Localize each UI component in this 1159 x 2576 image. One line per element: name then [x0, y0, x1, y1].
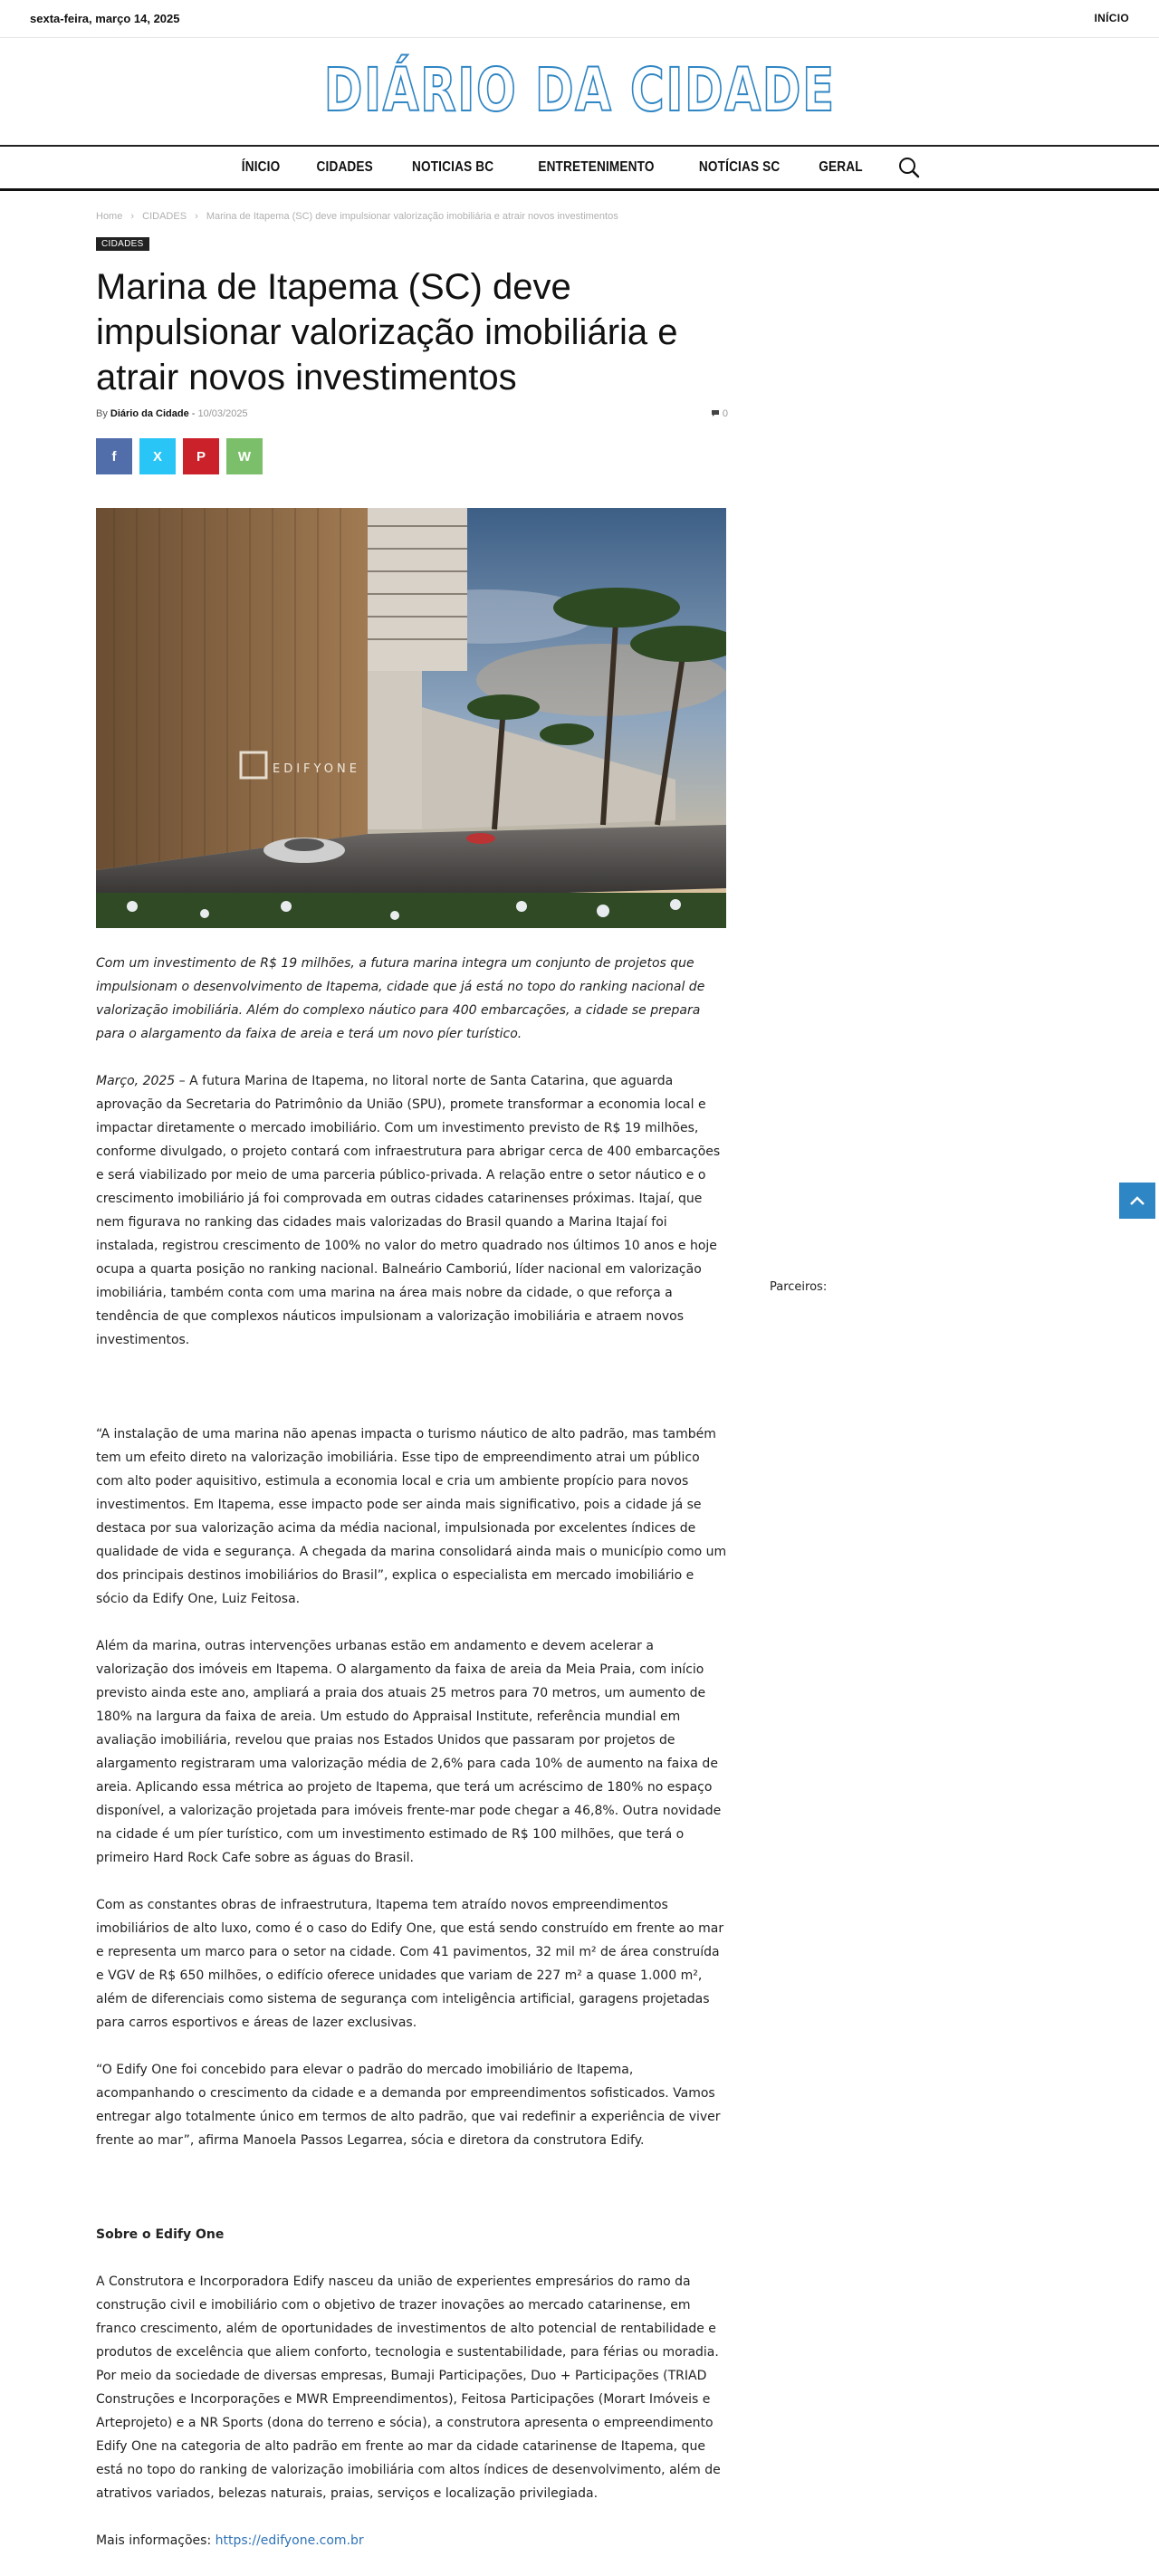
breadcrumb-current[interactable]: Marina de Itapema (SC) deve impulsionar valorização imobiliária e atrair novos investimentos [206, 211, 618, 222]
comments-link[interactable] [711, 408, 728, 419]
category-tag[interactable]: CIDADES [96, 237, 149, 251]
back-to-top-button[interactable] [1119, 1183, 1155, 1219]
pinterest-share-button[interactable] [183, 438, 219, 474]
nav-item-noticias-sc[interactable]: NOTÍCIAS SC [699, 159, 781, 175]
comments-count: 0 [722, 408, 728, 419]
nav-item-cidades[interactable]: CIDADES [316, 159, 373, 175]
article-paragraph: Com as constantes obras de infraestrutura, Itapema tem atraído novos empreendimentos imobiliários de alto luxo, como é o caso do Edify One, que está sendo construído em frente ao mar e representa um marco para o setor na cidade. Com 41 pavimentos, 32 mil m² de área construída e VGV de R$ 650 milhões, o edifício oferece unidades que variam de 227 m² a quase 1.000 m², além de diferenciais como sistema de segurança com inteligência artificial, garagens projetadas para carros esportivos e áreas de lazer exclusivas. [96, 1898, 724, 2030]
about-heading: Sobre o Edify One [96, 2227, 225, 2242]
meta-separator: - [191, 408, 196, 419]
pinterest-icon: P [196, 448, 206, 464]
article-paragraph [96, 1069, 728, 1352]
article-paragraph: “O Edify One foi concebido para elevar o padrão do mercado imobiliário de Itapema, acompanhando o crescimento da cidade e a demanda por empreendimentos sofisticados. Vamos entregar algo totalmente único em termos de alto padrão, que vai redefinir a experiência de viver frente ao mar”, afirma Manoela Passos Legarrea, sócia e diretora da construtora Edify. [96, 2063, 721, 2148]
more-info-label: Mais informações: [96, 2533, 216, 2548]
x-share-button[interactable] [139, 438, 176, 474]
breadcrumb [96, 211, 624, 222]
breadcrumb-separator: › [195, 211, 198, 222]
article-body [96, 952, 728, 2576]
facebook-share-button[interactable] [96, 438, 132, 474]
article-hero-image [96, 508, 726, 928]
article-paragraph-text: – A futura Marina de Itapema, no litoral norte de Santa Catarina, que aguarda aprovação da Secretaria do Patrimônio da União (SPU), promete transformar a economia local e impactar diretamente o mercado imobiliário. Com um investimento previsto de R$ 19 milhões, conforme divulgado, o projeto contará com infraestrutura para abrigar cerca de 400 embarcações e será viabilizado por meio de uma parceria público-privada. A relação entre o setor náutico e o crescimento imobiliário já foi comprovada em outras cidades catarinenses próximas. Itajaí, que nem figurava no ranking das cidades mais valorizadas do Brasil quando a Marina Itajaí foi instalada, registrou crescimento de 100% no valor do metro quadrado nos últimos 10 anos e hoje ocupa a quarta posição no ranking nacional. Balneário Camboriú, líder nacional em valorização imobiliária, também conta com uma marina na área mais nobre da cidade, o que reforça a tendência de que complexos náuticos impulsionam a valorização imobiliária e atraem novos investimentos. [96, 1074, 721, 1347]
nav-item-entretenimento[interactable]: ENTRETENIMENTO [538, 159, 655, 175]
article-lead: Com um investimento de R$ 19 milhões, a futura marina integra um conjunto de projetos que impulsionam o desenvolvimento de Itapema, cidade que já está no topo do ranking nacional de valorização imobiliária. Além do complexo náutico para 400 embarcações, a cidade se prepara para o alargamento da faixa de areia e terá um novo píer turístico. [96, 956, 705, 1041]
paragraph-spacer [96, 2176, 728, 2223]
paragraph-spacer [96, 1375, 728, 1422]
more-info [96, 2529, 728, 2552]
nav-item-geral[interactable]: GERAL [818, 159, 863, 175]
facebook-icon: f [111, 448, 117, 464]
about-paragraph: A Construtora e Incorporadora Edify nasceu da união de experientes empresários do ramo da construção civil e imobiliário com o objetivo de trazer inovações ao mercado catarinense, em franco crescimento, além de oportunidades de investimentos de alto potencial de rentabilidade e produtos de excelência que aliem conforto, tecnologia e sustentabilidade, para férias ou moradia. Por meio da sociedade de diversas empresas, Bumaji Participações, Duo + Participações (TRIAD Construções e Incorporações e MWR Empreendimentos), Feitosa Participações (Morart Imóveis e Arteprojeto) e a NR Sports (dona do terreno e sócia), a construtora apresenta o empreendimento Edify One na categoria de alto padrão em frente ao mar da cidade catarinense de Itapema, que está no topo do ranking de valorização imobiliária com altos índices de desenvolvimento, além de atrativos variados, belezas naturais, praias, serviços e localização privilegiada. [96, 2274, 721, 2501]
breadcrumb-separator: › [130, 211, 135, 222]
building-sign: EDIFYONE [273, 762, 360, 776]
x-icon: X [152, 448, 162, 464]
breadcrumb-home[interactable]: Home [96, 211, 123, 222]
breadcrumb-category[interactable]: CIDADES [142, 211, 187, 222]
article-paragraph: “A instalação de uma marina não apenas impacta o turismo náutico de alto padrão, mas também tem um efeito direto na valorização imobiliária. Esse tipo de empreendimento atrai um público com alto poder aquisitivo, estimula a economia local e cria um ambiente propício para novos investimentos. Em Itapema, esse impacto pode ser ainda mais significativo, pois a cidade já se destaca por sua valorização acima da média nacional, impulsionada por excelentes índices de qualidade de vida e segurança. A chegada da marina consolidará ainda mais o município como um dos principais destinos imobiliários do Brasil”, explica o especialista em mercado imobiliário e sócio da Edify One, Luiz Feitosa. [96, 1427, 727, 1606]
whatsapp-icon: W [237, 448, 252, 464]
header-logo-area [0, 56, 1159, 125]
comment-icon [711, 408, 723, 419]
dateline: Março, 2025 [96, 1074, 176, 1088]
more-info-link[interactable]: https://edifyone.com.br [215, 2533, 364, 2548]
top-home-link[interactable]: INÍCIO [1094, 12, 1129, 24]
whatsapp-share-button[interactable] [226, 438, 263, 474]
author-link[interactable]: Diário da Cidade [110, 408, 189, 419]
nav-item-noticias-bc[interactable]: NOTICIAS BC [411, 159, 494, 175]
chevron-up-icon [1129, 1192, 1145, 1210]
current-date: sexta-feira, março 14, 2025 [30, 12, 180, 25]
top-bar [0, 0, 1159, 38]
main-nav [0, 145, 1159, 191]
search-icon[interactable] [897, 156, 921, 179]
publish-date: 10/03/2025 [197, 408, 248, 419]
share-buttons [96, 438, 263, 474]
by-label: By [96, 408, 108, 419]
article-meta [96, 408, 728, 423]
site-logo[interactable]: DIÁRIO DA CIDADE [323, 55, 836, 125]
nav-item-inicio[interactable]: ÍNICIO [242, 159, 281, 175]
sidebar-partners-label: Parceiros: [770, 1280, 828, 1294]
article-title: Marina de Itapema (SC) deve impulsionar valorização imobiliária e atrair novos investimentos [96, 267, 678, 397]
article-paragraph: Além da marina, outras intervenções urbanas estão em andamento e devem acelerar a valorização dos imóveis em Itapema. O alargamento da faixa de areia da Meia Praia, com início previsto ainda este ano, ampliará a praia dos atuais 25 metros para 70 metros, um aumento de 180% na largura da faixa de areia. Um estudo do Appraisal Institute, referência mundial em avaliação imobiliária, revelou que praias nos Estados Unidos que passaram por projetos de alargamento registraram uma valorização média de 2,6% para cada 10% de aumento na faixa de areia. Aplicando essa métrica ao projeto de Itapema, que terá um acréscimo de 180% no espaço disponível, a valorização projetada para imóveis frente-mar pode chegar a 46,8%. Outra novidade na cidade é um píer turístico, com um investimento estimado de R$ 100 milhões, que terá o primeiro Hard Rock Cafe sobre as águas do Brasil. [96, 1639, 722, 1865]
